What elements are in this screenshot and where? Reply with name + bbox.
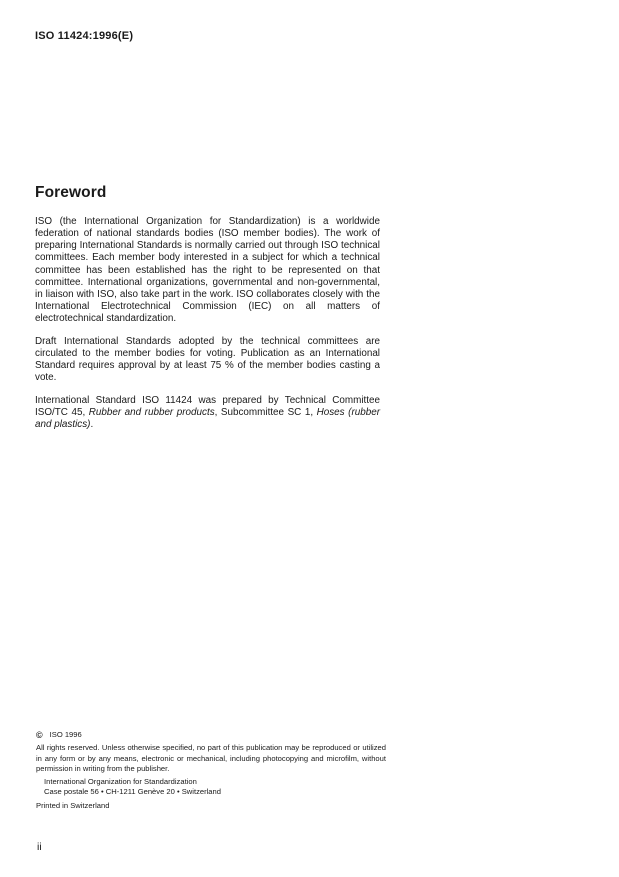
publisher-name: International Organization for Standardization (44, 777, 197, 787)
section-title: Foreword (35, 184, 107, 201)
paragraph-3-mid: , Subcommittee SC 1, (214, 407, 317, 419)
copyright-notice: ISO 1996 (49, 730, 82, 739)
subcommittee-title: Hoses (rubber and plastics) (35, 407, 380, 431)
document-reference: ISO 11424:1996(E) (35, 30, 134, 42)
technical-committee-title: Rubber and rubber products (88, 407, 215, 419)
printed-location: Printed in Switzerland (36, 800, 110, 810)
rights-statement: All rights reserved. Unless otherwise specified, no part of this publication may be reproduced or utilized in any form or by any means, electronic or mechanical, including photocopying and microfilm, without permission in writing from the publisher. (36, 743, 386, 773)
publisher-address (36, 777, 386, 798)
copyright-symbol: © (36, 730, 43, 740)
foreword-paragraph-3 (35, 395, 380, 431)
copyright-line (36, 730, 386, 740)
paragraph-3-lead: International Standard ISO 11424 was prepared by Technical Committee ISO/TC 45, (35, 395, 380, 419)
paragraph-3-end: . (90, 419, 94, 431)
foreword-paragraph-1: ISO (the International Organization for Standardization) is a worldwide federation of national standards bodies (ISO member bodies). The work of preparing International Standards is normally carried out through ISO technical committees. Each member body interested in a subject for which a technical committee has been established has the right to be represented on that committee. International organizations, governmental and non-governmental, in liaison with ISO, also take part in the work. ISO collaborates closely with the International Electrotechnical Commission (IEC) on all matters of electrotechnical standardization. (35, 216, 380, 325)
page-number: ii (37, 841, 42, 853)
copyright-block (36, 730, 386, 811)
foreword-paragraph-2: Draft International Standards adopted by the technical committees are circulated to the member bodies for voting. Publication as an International Standard requires approval by at least 75 % of the member bodies casting a vote. (35, 336, 380, 384)
publisher-postal-address: Case postale 56 • CH-1211 Genève 20 • Switzerland (44, 787, 221, 797)
